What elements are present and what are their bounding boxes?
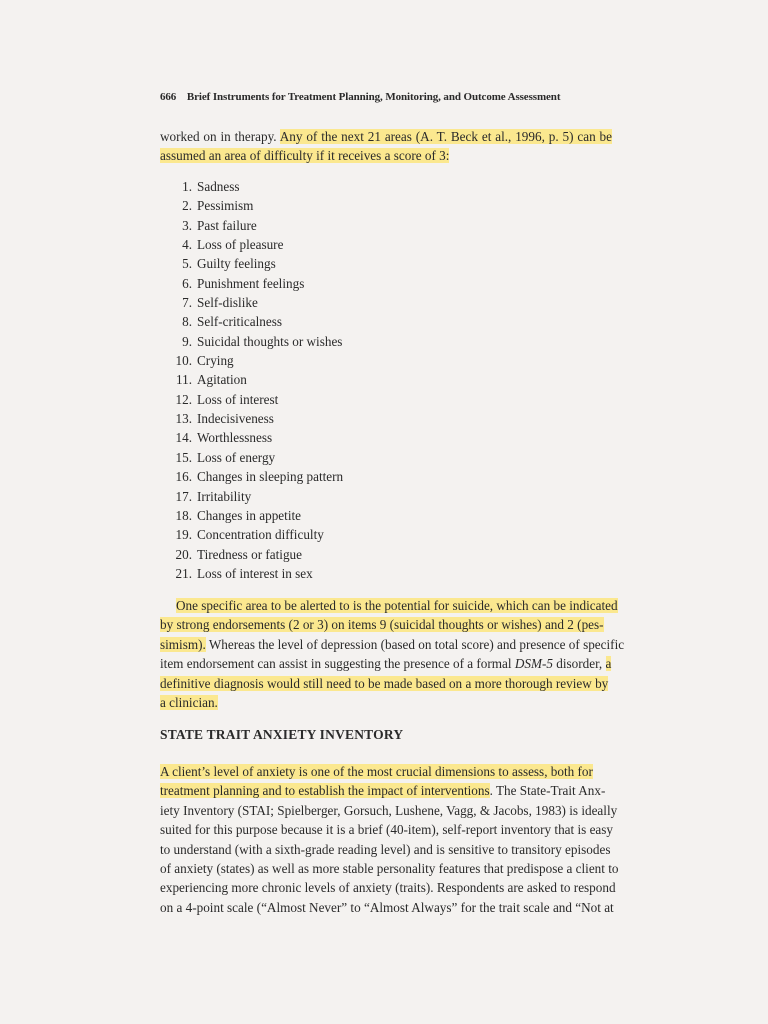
- list-item-label: Indecisiveness: [197, 411, 274, 427]
- list-item-label: Concentration difficulty: [197, 527, 324, 543]
- list-item-number: 1.: [182, 179, 192, 194]
- list-item: [170, 177, 343, 196]
- para-line: of anxiety (states) as well as more stable personality features that predispose a client to: [160, 860, 619, 876]
- list-item: [170, 390, 343, 409]
- list-item-label: Tiredness or fatigue: [197, 546, 302, 562]
- list-item-label: Past failure: [197, 217, 257, 233]
- list-item-label: Loss of energy: [197, 449, 276, 465]
- para-line: treatment planning and to establish the impact of interventions. The State-Trait Anx-: [160, 783, 606, 799]
- list-item-label: Self-criticalness: [197, 314, 282, 330]
- list-item: [170, 216, 343, 235]
- list-item-number: 12.: [175, 391, 192, 407]
- para-line: [160, 615, 612, 634]
- list-item-number: 18.: [175, 507, 192, 523]
- list-item-label: Loss of pleasure: [197, 237, 284, 253]
- para-line: on a 4-point scale (“Almost Never” to “Almost Always” for the trait scale and “Not at: [160, 899, 614, 915]
- list-item-number: 5.: [182, 256, 192, 272]
- list-item-number: 19.: [175, 527, 192, 543]
- list-item-label: Punishment feelings: [197, 275, 305, 291]
- list-item-number: 9.: [182, 333, 192, 349]
- highlight: simism).: [160, 636, 206, 652]
- list-item-number: 10.: [175, 353, 192, 369]
- list-item-number: 2.: [182, 198, 192, 214]
- list-item: [170, 545, 343, 564]
- list-item-label: Loss of interest in sex: [197, 565, 313, 581]
- list-item-number: 6.: [182, 275, 192, 291]
- list-item-label: Suicidal thoughts or wishes: [197, 333, 343, 349]
- list-item: [170, 351, 343, 370]
- difficulty-areas-list: [170, 177, 343, 583]
- list-item-label: Crying: [197, 353, 234, 369]
- list-item-number: 7.: [182, 295, 192, 311]
- highlight: Any of the next 21 areas (A. T. Beck et al., 1996, p. 5) can be: [279, 129, 612, 144]
- suicide-paragraph: [160, 596, 625, 712]
- page-number: 666: [160, 91, 177, 103]
- para-line: [160, 762, 612, 781]
- para-line: simism). Whereas the level of depression (based on total score) and presence of specific: [160, 636, 625, 652]
- list-item: [170, 428, 343, 447]
- highlight: by strong endorsements (2 or 3) on items 9 (suicidal thoughts or wishes) and 2 (pes-: [160, 617, 604, 633]
- list-item-number: 21.: [175, 565, 192, 581]
- list-item-number: 13.: [175, 411, 192, 427]
- list-item-label: Guilty feelings: [197, 256, 276, 272]
- list-item: [170, 525, 343, 544]
- list-item-label: Changes in sleeping pattern: [197, 469, 344, 485]
- list-item-label: Irritability: [197, 488, 252, 504]
- para-line: [160, 596, 618, 615]
- list-item: [170, 564, 343, 583]
- list-item: [170, 254, 343, 273]
- list-item-label: Pessimism: [197, 198, 254, 214]
- list-item: [170, 467, 343, 486]
- list-item-number: 20.: [175, 546, 192, 562]
- list-item-number: 15.: [175, 449, 192, 465]
- para-line: item endorsement can assist in suggesting the presence of a formal DSM-5 disorder, a: [160, 656, 612, 672]
- list-item-label: Loss of interest: [197, 391, 279, 407]
- para-line: iety Inventory (STAI; Spielberger, Gorsuch, Lushene, Vagg, & Jacobs, 1983) is ideally: [160, 802, 618, 818]
- list-item-number: 17.: [175, 488, 192, 504]
- highlight: a: [605, 656, 612, 672]
- list-item-label: Sadness: [197, 179, 240, 194]
- list-item-number: 8.: [182, 314, 192, 330]
- list-item: [170, 274, 343, 293]
- highlight: One specific area to be alerted to is the potential for suicide, which can be indicated: [176, 598, 618, 613]
- list-item-number: 11.: [176, 372, 192, 388]
- para-line: [160, 674, 612, 693]
- para-line: [160, 693, 612, 712]
- list-item-label: Self-dislike: [197, 295, 258, 311]
- highlight: A client’s level of anxiety is one of the most crucial dimensions to assess, both for: [160, 764, 593, 779]
- list-item-label: Changes in appetite: [197, 507, 302, 523]
- para-line: experiencing more chronic levels of anxiety (traits). Respondents are asked to respond: [160, 880, 616, 896]
- list-item: [170, 409, 343, 428]
- list-item: [170, 506, 343, 525]
- running-head: [160, 91, 560, 103]
- list-item: [170, 312, 343, 331]
- list-item: [170, 487, 343, 506]
- highlight: a clinician.: [160, 694, 218, 710]
- stai-paragraph: [160, 762, 619, 917]
- intro-line-2: [160, 146, 612, 165]
- intro-line-1: worked on in therapy. Any of the next 21 areas (A. T. Beck et al., 1996, p. 5) can be: [160, 129, 612, 144]
- section-heading: STATE TRAIT ANXIETY INVENTORY: [160, 727, 404, 742]
- highlight: treatment planning and to establish the impact of interventions: [160, 783, 490, 799]
- list-item-number: 14.: [175, 430, 192, 446]
- list-item-number: 4.: [182, 237, 192, 253]
- intro-paragraph: [160, 127, 612, 166]
- list-item-label: Agitation: [197, 372, 247, 388]
- highlight: definitive diagnosis would still need to be made based on a more thorough review by: [160, 675, 609, 691]
- list-item: [170, 448, 343, 467]
- list-item-number: 3.: [182, 217, 192, 233]
- list-item: [170, 235, 343, 254]
- para-line: to understand (with a sixth-grade reading level) and is sensitive to transitory episodes: [160, 841, 611, 857]
- list-item: [170, 370, 343, 389]
- list-item-number: 16.: [175, 469, 192, 485]
- list-item: [170, 196, 343, 215]
- list-item: [170, 332, 343, 351]
- list-item-label: Worthlessness: [197, 430, 273, 446]
- running-title: Brief Instruments for Treatment Planning, Monitoring, and Outcome Assessment: [186, 91, 561, 103]
- list-item: [170, 293, 343, 312]
- highlight: assumed an area of difficulty if it receives a score of 3:: [160, 148, 450, 164]
- para-line: suited for this purpose because it is a brief (40-item), self-report inventory that is easy: [160, 822, 614, 838]
